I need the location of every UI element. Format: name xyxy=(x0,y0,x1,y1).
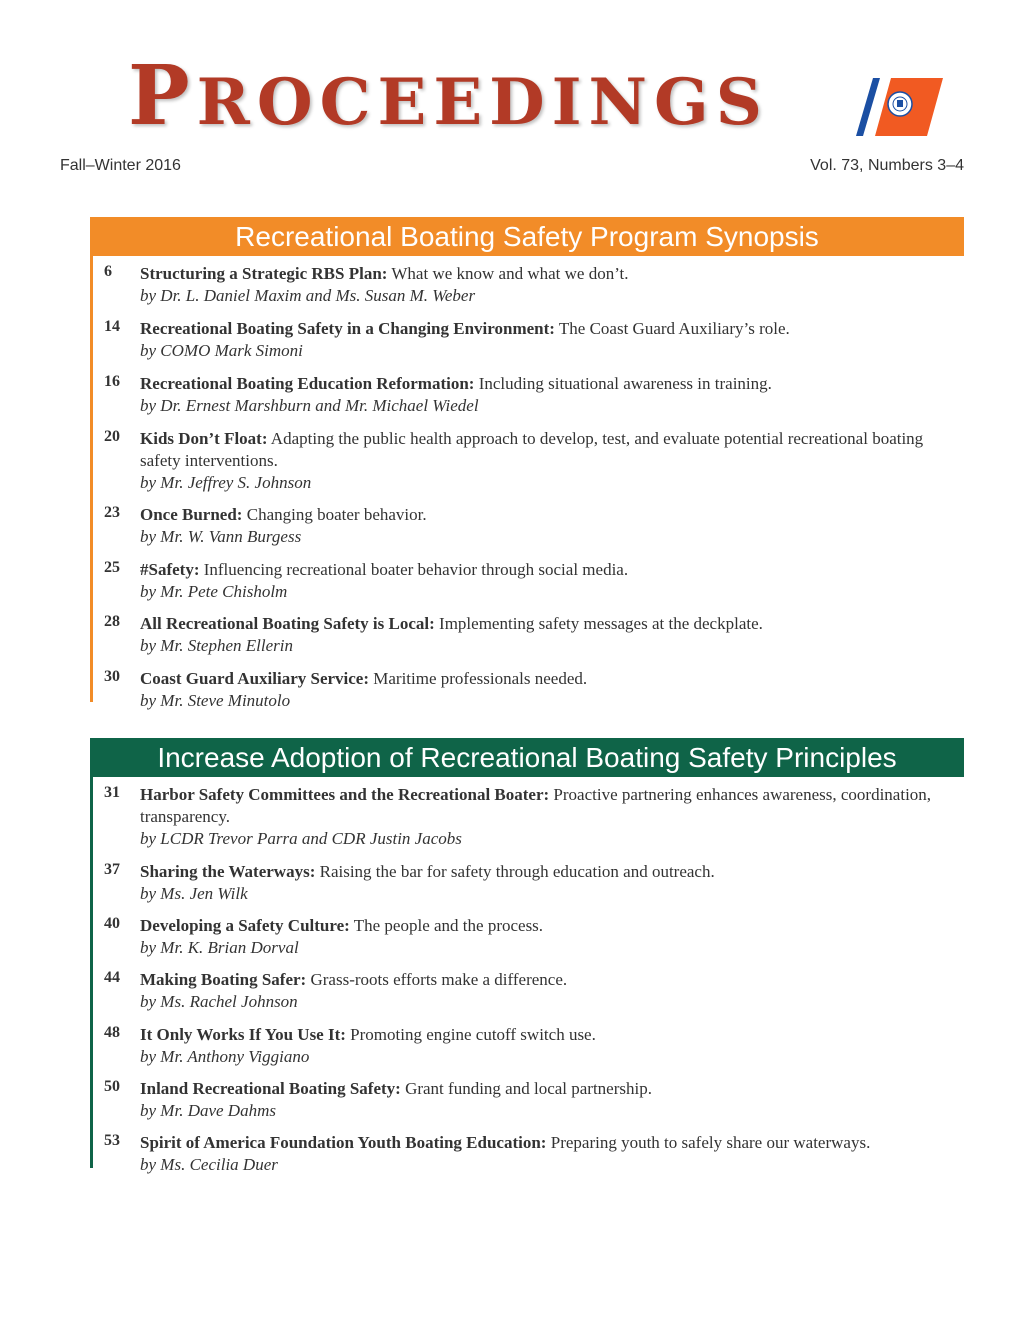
article-description: Implementing safety messages at the deckplate. xyxy=(434,614,763,633)
entry-text xyxy=(140,861,940,905)
page-number: 20 xyxy=(104,428,120,445)
article-title: Spirit of America Foundation Youth Boating Education: xyxy=(140,1133,547,1152)
article-description: Influencing recreational boater behavior through social media. xyxy=(199,560,629,579)
article-author: by Mr. W. Vann Burgess xyxy=(140,527,302,546)
article-author: by Mr. Pete Chisholm xyxy=(140,582,288,601)
page-number: 25 xyxy=(104,559,120,576)
section-program-synopsis xyxy=(90,217,964,710)
article-title: Recreational Boating Safety in a Changing Environment: xyxy=(140,319,555,338)
page-number: 28 xyxy=(104,613,120,630)
article-author: by LCDR Trevor Parra and CDR Justin Jacobs xyxy=(140,829,462,848)
article-author: by Ms. Rachel Johnson xyxy=(140,992,298,1011)
page-number: 50 xyxy=(104,1078,120,1095)
page-number: 40 xyxy=(104,915,120,932)
article-description: Maritime professionals needed. xyxy=(369,669,588,688)
page-number: 53 xyxy=(104,1132,120,1149)
page-number: 31 xyxy=(104,784,120,801)
magazine-title xyxy=(128,48,769,144)
article-description: Grant funding and local partnership. xyxy=(400,1079,652,1098)
article-description: The Coast Guard Auxiliary’s role. xyxy=(554,319,790,338)
article-title: Kids Don’t Float: xyxy=(140,429,268,448)
section-rule xyxy=(90,217,93,702)
article-title: Developing a Safety Culture: xyxy=(140,916,350,935)
entry-text xyxy=(140,915,940,959)
volume-number: Vol. 73, Numbers 3–4 xyxy=(810,157,964,174)
entry-text xyxy=(140,559,940,603)
article-title: Once Burned: xyxy=(140,505,243,524)
article-description: Changing boater behavior. xyxy=(242,505,427,524)
article-author: by Mr. K. Brian Dorval xyxy=(140,938,299,957)
article-description: Preparing youth to safely share our waterways. xyxy=(546,1133,871,1152)
page-number: 37 xyxy=(104,861,120,878)
article-description: Including situational awareness in training. xyxy=(474,374,772,393)
section-rule xyxy=(90,738,93,1168)
article-author: by Dr. Ernest Marshburn and Mr. Michael Wiedel xyxy=(140,396,479,415)
entry-text xyxy=(140,668,940,712)
page-number: 48 xyxy=(104,1024,120,1041)
article-author: by Mr. Jeffrey S. Johnson xyxy=(140,473,312,492)
article-title: It Only Works If You Use It: xyxy=(140,1025,346,1044)
coast-guard-stripe-logo-icon xyxy=(855,78,945,138)
entry-text xyxy=(140,373,940,417)
section-heading: Increase Adoption of Recreational Boating Safety Principles xyxy=(90,738,964,777)
entry-text xyxy=(140,1024,940,1068)
article-title: Recreational Boating Education Reformation: xyxy=(140,374,475,393)
article-title: Sharing the Waterways: xyxy=(140,862,316,881)
entry-text xyxy=(140,428,940,494)
article-author: by Ms. Cecilia Duer xyxy=(140,1155,278,1174)
article-description: What we know and what we don’t. xyxy=(387,264,629,283)
page-number: 30 xyxy=(104,668,120,685)
article-description: The people and the process. xyxy=(349,916,544,935)
article-author: by Mr. Anthony Viggiano xyxy=(140,1047,310,1066)
entry-text xyxy=(140,504,940,548)
article-author: by Dr. L. Daniel Maxim and Ms. Susan M. Weber xyxy=(140,286,476,305)
article-author: by COMO Mark Simoni xyxy=(140,341,303,360)
article-title: Inland Recreational Boating Safety: xyxy=(140,1079,401,1098)
title-rest: ROCEEDINGS xyxy=(196,65,769,140)
page-number: 44 xyxy=(104,969,120,986)
entry-text xyxy=(140,1078,940,1122)
article-title: Coast Guard Auxiliary Service: xyxy=(140,669,370,688)
page-number: 23 xyxy=(104,504,120,521)
section-increase-adoption xyxy=(90,738,964,1174)
article-title: #Safety: xyxy=(140,560,200,579)
section-heading: Recreational Boating Safety Program Synopsis xyxy=(90,217,964,256)
issue-date: Fall–Winter 2016 xyxy=(60,157,181,174)
entry-text xyxy=(140,1132,940,1176)
article-title: Harbor Safety Committees and the Recreational Boater: xyxy=(140,785,550,804)
page-number: 16 xyxy=(104,373,120,390)
article-description: Promoting engine cutoff switch use. xyxy=(345,1025,596,1044)
article-author: by Mr. Stephen Ellerin xyxy=(140,636,293,655)
entry-text xyxy=(140,613,940,657)
entry-text xyxy=(140,263,940,307)
entry-text xyxy=(140,784,940,850)
article-title: Making Boating Safer: xyxy=(140,970,307,989)
article-description: Grass-roots efforts make a difference. xyxy=(306,970,568,989)
article-description: Proactive partnering enhances awareness, coordination, transparency. xyxy=(140,785,932,826)
article-description: Raising the bar for safety through education and outreach. xyxy=(315,862,715,881)
entry-text xyxy=(140,318,940,362)
page-number: 6 xyxy=(104,263,112,280)
article-author: by Ms. Jen Wilk xyxy=(140,884,248,903)
article-author: by Mr. Dave Dahms xyxy=(140,1101,276,1120)
article-description: Adapting the public health approach to develop, test, and evaluate potential recreational boating safety interventions. xyxy=(140,429,924,470)
article-author: by Mr. Steve Minutolo xyxy=(140,691,291,710)
title-initial: P xyxy=(128,48,197,144)
article-title: All Recreational Boating Safety is Local: xyxy=(140,614,435,633)
page-number: 14 xyxy=(104,318,120,335)
entry-text xyxy=(140,969,940,1013)
article-title: Structuring a Strategic RBS Plan: xyxy=(140,264,388,283)
